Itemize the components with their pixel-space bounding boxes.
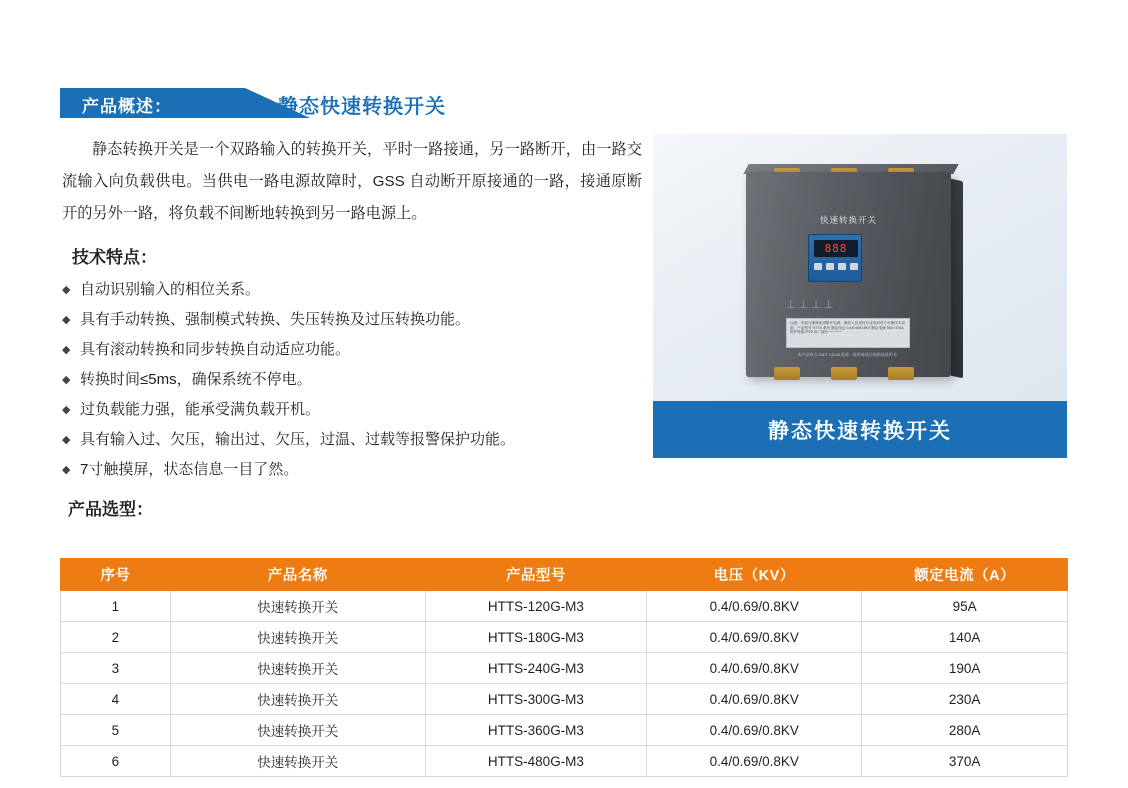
feature-text: 具有输入过、欠压，输出过、欠压，过温、过载等报警保护功能。 <box>80 431 516 448</box>
list-item <box>62 275 642 305</box>
device-side-panel <box>951 179 963 379</box>
page-title: 静态快速转换开关 <box>278 96 446 118</box>
cell-model: HTTS-120G-M3 <box>425 591 647 622</box>
device-button-row <box>814 263 858 271</box>
section-tag <box>60 88 310 118</box>
bullet-icon: ◆ <box>62 464 71 476</box>
cell-name: 快速转换开关 <box>170 715 425 746</box>
column-header-name: 产品名称 <box>170 559 425 591</box>
terminal-lug <box>888 367 914 380</box>
selection-title: 产品选型： <box>68 500 153 519</box>
feature-text: 具有手动转换、强制模式转换、失压转换及过压转换功能。 <box>80 311 471 328</box>
cell-name: 快速转换开关 <box>170 591 425 622</box>
list-item <box>62 425 642 455</box>
cell-current: 95A <box>862 591 1068 622</box>
list-item <box>62 305 642 335</box>
feature-text: 7寸触摸屏，状态信息一目了然。 <box>80 461 299 478</box>
section-header <box>60 88 580 118</box>
cell-model: HTTS-240G-M3 <box>425 653 647 684</box>
cell-model: HTTS-480G-M3 <box>425 746 647 777</box>
bullet-icon: ◆ <box>62 314 71 326</box>
feature-text: 自动识别输入的相位关系。 <box>80 281 261 298</box>
device-button <box>838 263 846 270</box>
table-row <box>61 591 1068 622</box>
bullet-icon: ◆ <box>62 374 71 386</box>
cell-index: 2 <box>61 622 171 653</box>
column-header-model: 产品型号 <box>425 559 647 591</box>
feature-text: 过负载能力强，能承受满负载开机。 <box>80 401 321 418</box>
device-rating-label: 注意：安装与维修前请断开电源，操作人员须经专业培训后方可操作本设备。产品型号 HTTS 系列 额定电压 0.4/0.69/0.8KV 额定电流 95A~370A 防护等级 IP20 出厂编号 ───── <box>786 318 910 348</box>
cell-index: 1 <box>61 591 171 622</box>
cell-voltage: 0.4/0.69/0.8KV <box>647 746 862 777</box>
cell-name: 快速转换开关 <box>170 746 425 777</box>
device-button <box>850 263 858 270</box>
cell-voltage: 0.4/0.69/0.8KV <box>647 715 862 746</box>
feature-text: 具有滚动转换和同步转换自动适应功能。 <box>80 341 351 358</box>
column-header-current: 额定电流（A） <box>862 559 1068 591</box>
cell-name: 快速转换开关 <box>170 684 425 715</box>
feature-text: 转换时间≤5ms，确保系统不停电。 <box>80 371 312 388</box>
cell-voltage: 0.4/0.69/0.8KV <box>647 622 862 653</box>
section-tag-label: 产品概述： <box>82 97 172 116</box>
cell-index: 5 <box>61 715 171 746</box>
table-row <box>61 684 1068 715</box>
product-image-panel <box>653 134 1067 458</box>
cell-current: 280A <box>862 715 1068 746</box>
table-row <box>61 622 1068 653</box>
device-footnote: 本产品符合 GB/T 14048 标准 · 使用前请仔细阅读说明书 <box>797 352 897 357</box>
device-screw-marks: ⊥ ⊥ ⊥ ⊥ <box>786 299 834 311</box>
device-button <box>814 263 822 270</box>
device-digit-readout: 888 <box>814 240 858 257</box>
device-display-module <box>808 234 862 282</box>
intro-paragraph: 静态转换开关是一个双路输入的转换开关，平时一路接通，另一路断开，由一路交流输入向负载供电。当供电一路电源故障时，GSS 自动断开原接通的一路，接通原断开的另外一路，将负载不间断地转换到另一路电源上。 <box>62 141 642 222</box>
cell-voltage: 0.4/0.69/0.8KV <box>647 684 862 715</box>
table-row <box>61 715 1068 746</box>
bullet-icon: ◆ <box>62 404 71 416</box>
table-row <box>61 653 1068 684</box>
cell-current: 190A <box>862 653 1068 684</box>
cell-current: 140A <box>862 622 1068 653</box>
list-item <box>62 395 642 425</box>
cell-voltage: 0.4/0.69/0.8KV <box>647 653 862 684</box>
cell-index: 6 <box>61 746 171 777</box>
table-header-row <box>61 559 1068 591</box>
cell-model: HTTS-300G-M3 <box>425 684 647 715</box>
device-front-panel <box>746 172 951 377</box>
selection-table <box>60 558 1068 777</box>
terminal-lug <box>831 367 857 380</box>
cell-model: HTTS-180G-M3 <box>425 622 647 653</box>
cell-voltage: 0.4/0.69/0.8KV <box>647 591 862 622</box>
features-title: 技术特点： <box>72 248 157 267</box>
list-item <box>62 455 642 485</box>
bullet-icon: ◆ <box>62 284 71 296</box>
device-illustration <box>736 162 966 384</box>
cell-index: 4 <box>61 684 171 715</box>
cell-model: HTTS-360G-M3 <box>425 715 647 746</box>
list-item <box>62 365 642 395</box>
device-button <box>826 263 834 270</box>
bullet-icon: ◆ <box>62 344 71 356</box>
cell-name: 快速转换开关 <box>170 622 425 653</box>
terminal-lug <box>774 367 800 380</box>
cell-current: 370A <box>862 746 1068 777</box>
cell-current: 230A <box>862 684 1068 715</box>
list-item <box>62 335 642 365</box>
bullet-icon: ◆ <box>62 434 71 446</box>
column-header-index: 序号 <box>61 559 171 591</box>
features-list <box>62 275 642 485</box>
cell-index: 3 <box>61 653 171 684</box>
product-image-caption: 静态快速转换开关 <box>653 401 1067 458</box>
column-header-voltage: 电压（KV） <box>647 559 862 591</box>
product-photo <box>653 134 1067 401</box>
table-row <box>61 746 1068 777</box>
device-brand-text: 快速转换开关 <box>819 215 877 225</box>
cell-name: 快速转换开关 <box>170 653 425 684</box>
